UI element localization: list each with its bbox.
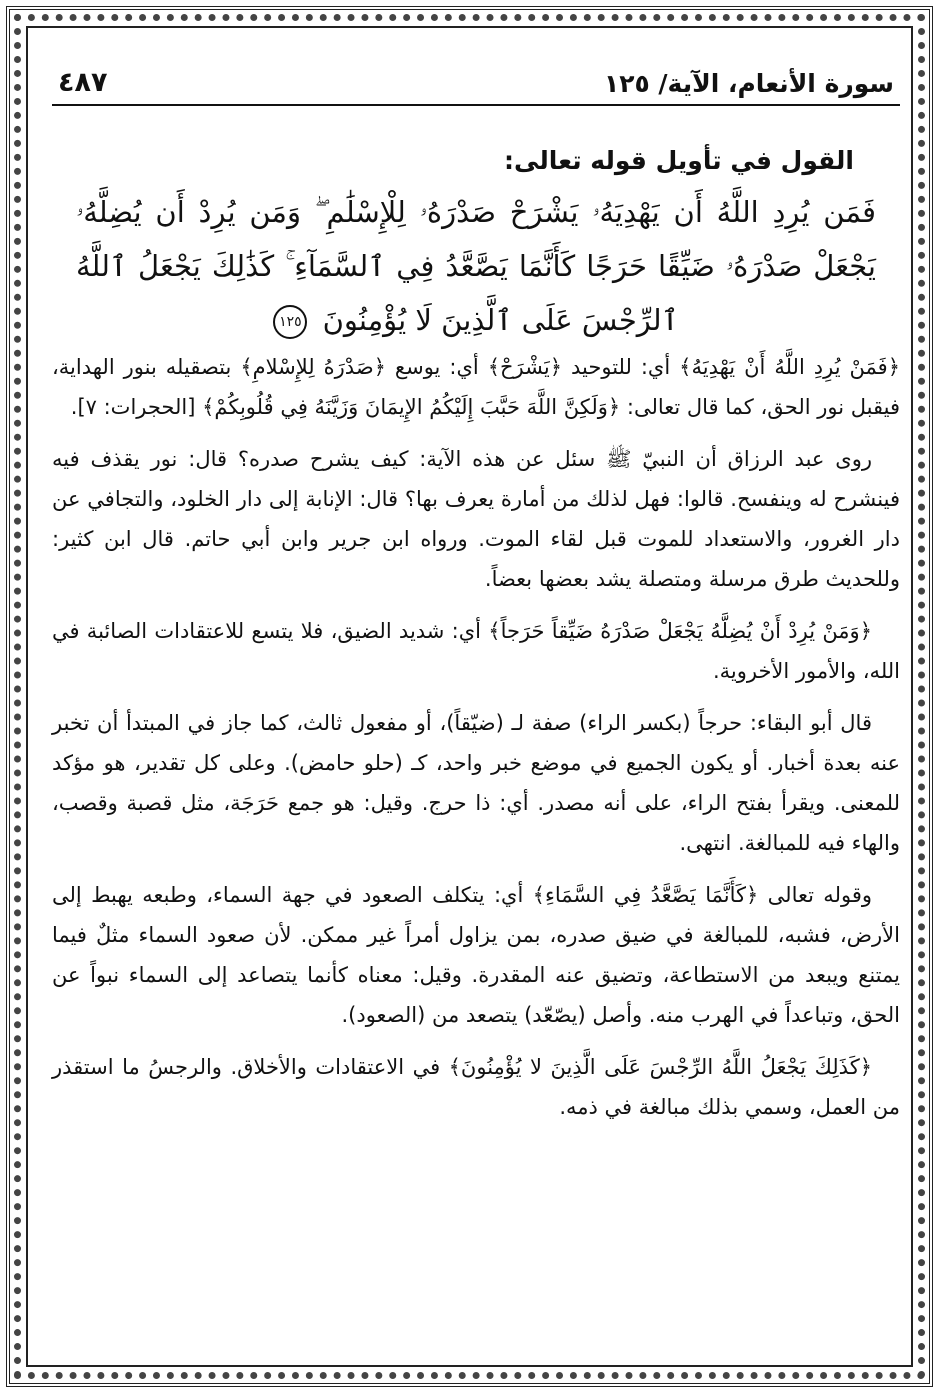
- section-title: القول في تأويل قوله تعالى:: [504, 146, 854, 175]
- commentary-paragraph-6: ﴿كَذَلِكَ يَجْعَلُ اللَّهُ الرِّجْسَ عَلَى الَّذِينَ لا يُؤْمِنُونَ﴾ في الاعتقادات والأخلاق. والرجسُ ما استقذر من العمل، وسمي بذلك مبالغة في ذمه.: [52, 1055, 900, 1119]
- page-number: ٤٨٧: [58, 67, 108, 98]
- surah-reference: سورة الأنعام، الآية/ ١٢٥: [603, 69, 894, 98]
- commentary-paragraph-3: ﴿وَمَنْ يُرِدْ أَنْ يُضِلَّهُ يَجْعَلْ صَدْرَهُ ضَيِّقاً حَرَجاً﴾ أي: شديد الضيق، فلا يتسع للاعتقادات الصائبة في الله، والأمور الأخروية.: [52, 619, 900, 683]
- ayah-number-marker: ١٢٥: [273, 305, 307, 339]
- paragraph-spacer: [52, 863, 900, 875]
- commentary-paragraph-4: قال أبو البقاء: حرجاً (بكسر الراء) صفة لـ (ضيّقاً)، أو مفعول ثالث، كما جاز في المبتدأ أن تخبر عنه بعدة أخبار. أو يكون الجميع في موضع خبر واحد، كـ (حلو حامض). وعلى كل تقدير، هو مؤكد للمعنى. ويقرأ بفتح الراء، على أنه مصدر. أي: ذا حرج. وقيل: هو جمع حَرَجَة، مثل قصبة وقصب، والهاء فيه للمبالغة. انتهى.: [52, 711, 900, 855]
- running-header: [52, 58, 900, 106]
- paragraph-spacer: [52, 599, 900, 611]
- commentary-paragraph-5: وقوله تعالى ﴿كَأَنَّمَا يَصَّعَّدُ فِي السَّمَاءِ﴾ أي: يتكلف الصعود في جهة السماء، وطبعه يهبط إلى الأرض، فشبه، للمبالغة في ضيق صدره، بمن يزاول أمراً غير ممكن. لأن صعود السماء مثلٌ فيما يمتنع ويبعد من الاستطاعة، وتضيق عنه المقدرة. وقيل: معناه كأنما يتصاعد إلى السماء نبواً عن الحق، وتباعداً في الهرب منه. وأصل (يصّعّد) يتصعد من (الصعود).: [52, 883, 900, 1027]
- page-content: [52, 58, 900, 1348]
- commentary-paragraph-1: ﴿فَمَنْ يُرِدِ اللَّهُ أَنْ يَهْدِيَهُ﴾ أي: للتوحيد ﴿يَشْرَحْ﴾ أي: يوسع ﴿صَدْرَهُ لِلإِسْلامِ﴾ بتصقيله بنور الهداية، فيقبل نور الحق، كما قال تعالى: ﴿وَلَكِنَّ اللَّهَ حَبَّبَ إِلَيْكُمُ الإِيمَانَ وَزَيَّنَهُ فِي قُلُوبِكُمْ﴾ [الحجرات: ٧].: [52, 355, 900, 419]
- quran-verse: [52, 185, 900, 347]
- paragraph-spacer: [52, 691, 900, 703]
- paragraph-spacer: [52, 427, 900, 439]
- quran-verse-text: فَمَن يُرِدِ اللَّهُ أَن يَهْدِيَهُۥ يَشْرَحْ صَدْرَهُۥ لِلْإِسْلَٰمِ ۖ وَمَن يُرِدْ أَن يُضِلَّهُۥ يَجْعَلْ صَدْرَهُۥ ضَيِّقًا حَرَجًا كَأَنَّمَا يَصَّعَّدُ فِي ٱلسَّمَآءِ ۚ كَذَٰلِكَ يَجْعَلُ ٱللَّهُ ٱلرِّجْسَ عَلَى ٱلَّذِينَ لَا يُؤْمِنُونَ: [76, 195, 876, 337]
- commentary-paragraph-2: روى عبد الرزاق أن النبيّ ﷺ سئل عن هذه الآية: كيف يشرح صدره؟ قال: نور يقذف فيه فينشرح له وينفسح. قالوا: فهل لذلك من أمارة يعرف بها؟ قال: الإنابة إلى دار الخلود، والتجافي عن دار الغرور، والاستعداد للموت قبل لقاء الموت. ورواه ابن جرير وابن أبي حاتم. قال ابن كثير: وللحديث طرق مرسلة ومتصلة يشد بعضها بعضاً.: [52, 447, 900, 591]
- paragraph-spacer: [52, 1035, 900, 1047]
